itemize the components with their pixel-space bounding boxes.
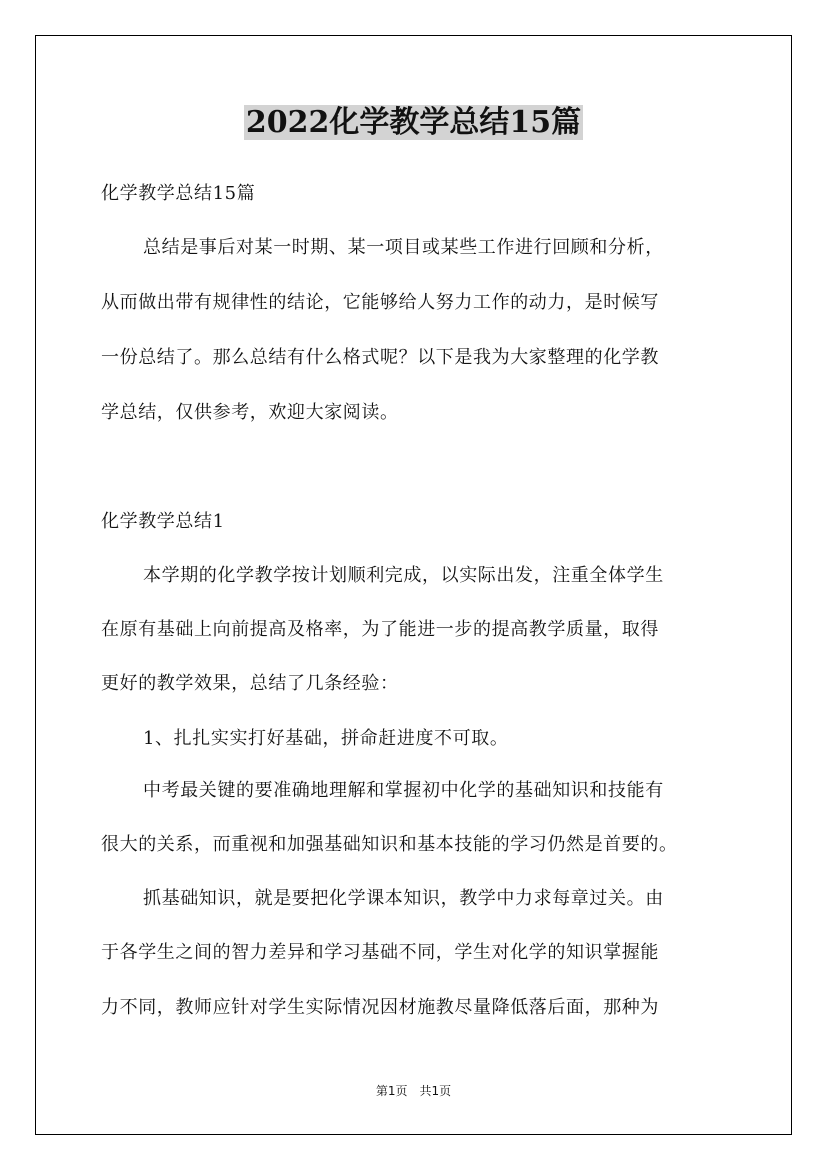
paragraph-line: 很大的关系，而重视和加强基础知识和基本技能的学习仍然是首要的。 xyxy=(101,834,678,855)
paragraph-line: 学总结，仅供参考，欢迎大家阅读。 xyxy=(101,402,399,423)
paragraph-line: 中考最关键的要准确地理解和掌握初中化学的基础知识和技能有 xyxy=(143,780,664,801)
document-title-text: 2022化学教学总结15篇 xyxy=(245,105,582,140)
document-title xyxy=(0,103,827,143)
paragraph-line: 总结是事后对某一时期、某一项目或某些工作进行回顾和分析， xyxy=(143,237,664,258)
paragraph-line: 本学期的化学教学按计划顺利完成，以实际出发，注重全体学生 xyxy=(143,565,664,586)
paragraph-line: 抓基础知识，就是要把化学课本知识，教学中力求每章过关。由 xyxy=(143,888,664,909)
paragraph-line: 力不同，教师应针对学生实际情况因材施教尽量降低落后面，那种为 xyxy=(101,997,659,1018)
paragraph-line: 于各学生之间的智力差异和学习基础不同，学生对化学的知识掌握能 xyxy=(101,942,659,963)
section-heading: 化学教学总结1 xyxy=(101,511,225,532)
paragraph-line: 从而做出带有规律性的结论，它能够给人努力工作的动力，是时候写 xyxy=(101,292,659,313)
subtitle-line: 化学教学总结15篇 xyxy=(101,183,256,204)
paragraph-line: 在原有基础上向前提高及格率，为了能进一步的提高教学质量，取得 xyxy=(101,619,659,640)
page-number-footer: 第1页 共1页 xyxy=(375,1084,452,1098)
paragraph-line: 一份总结了。那么总结有什么格式呢？以下是我为大家整理的化学教 xyxy=(101,347,659,368)
list-item: 1、扎扎实实打好基础，拼命赶进度不可取。 xyxy=(143,728,509,749)
paragraph-line: 更好的教学效果，总结了几条经验： xyxy=(101,673,399,694)
